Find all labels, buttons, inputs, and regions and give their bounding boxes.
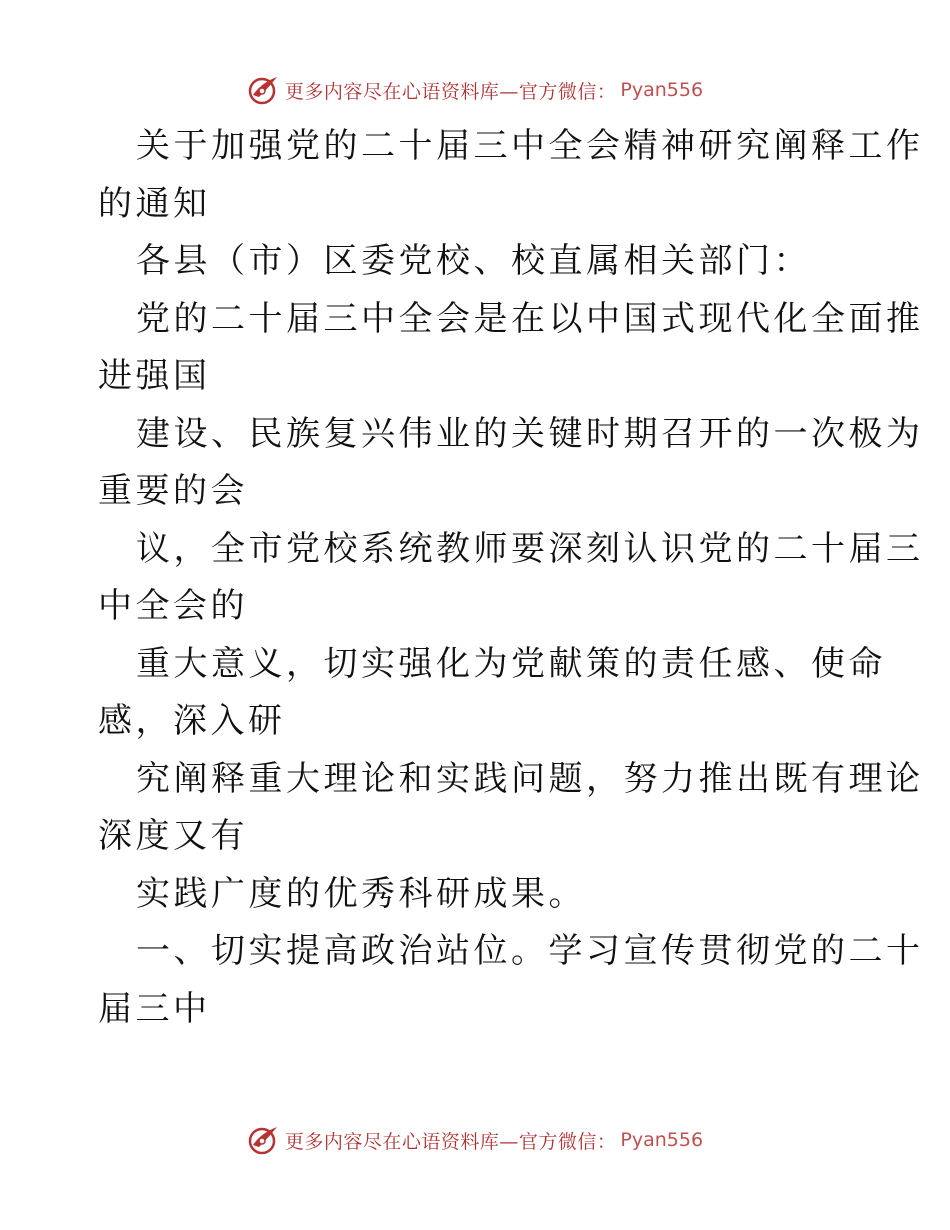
document-line: 各县（市）区委党校、校直属相关部门： bbox=[136, 241, 811, 281]
footer-banner bbox=[0, 1120, 950, 1160]
document-line: 中全会的 bbox=[98, 586, 248, 626]
quill-logo-icon bbox=[247, 73, 281, 107]
document-line: 的通知 bbox=[98, 183, 211, 224]
document-line: 深度又有 bbox=[98, 816, 248, 856]
quill-logo-icon bbox=[247, 1123, 281, 1157]
header-wechat-id: Pyan556 bbox=[620, 79, 704, 101]
header-banner-text: 更多内容尽在心语资料库—官方微信： bbox=[284, 80, 617, 103]
document-line: 关于加强党的二十届三中全会精神研究阐释工作 bbox=[136, 126, 924, 166]
document-line: 一、切实提高政治站位。学习宣传贯彻党的二十 bbox=[136, 931, 924, 971]
document-line: 议，全市党校系统教师要深刻认识党的二十届三 bbox=[136, 528, 924, 569]
document-line: 重大意义，切实强化为党献策的责任感、使命 bbox=[136, 643, 886, 684]
header-banner bbox=[0, 70, 950, 110]
document-line: 届三中 bbox=[98, 988, 211, 1029]
document-line: 实践广度的优秀科研成果。 bbox=[136, 873, 586, 914]
document-body bbox=[98, 118, 924, 1038]
document-line: 建设、民族复兴伟业的关键时期召开的一次极为 bbox=[136, 413, 924, 454]
footer-wechat-id: Pyan556 bbox=[620, 1129, 704, 1151]
document-line: 党的二十届三中全会是在以中国式现代化全面推 bbox=[136, 298, 924, 339]
document-line: 感，深入研 bbox=[98, 701, 286, 741]
document-line: 究阐释重大理论和实践问题，努力推出既有理论 bbox=[136, 758, 924, 799]
footer-banner-text: 更多内容尽在心语资料库—官方微信： bbox=[284, 1130, 617, 1153]
document-line: 进强国 bbox=[98, 356, 211, 396]
document-line: 重要的会 bbox=[98, 471, 248, 511]
